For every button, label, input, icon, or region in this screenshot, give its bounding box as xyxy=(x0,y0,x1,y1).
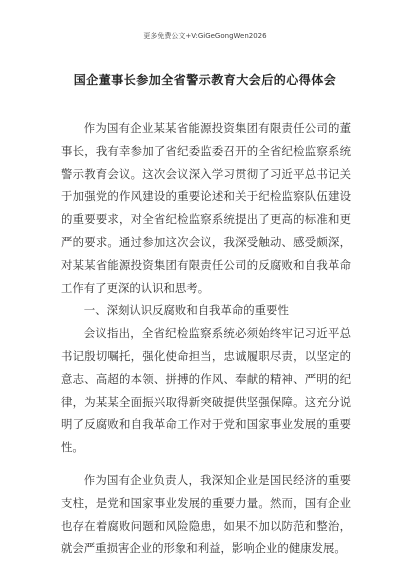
paragraph-meeting: 会议指出，全省纪检监察系统必须始终牢记习近平总书记殷切嘱托，强化使命担当，忠诚履职尽责，以坚定的意志、高超的本领、拼搏的作风、奉献的精神、严明的纪律，为某某全面振兴取得新突破提供坚强保障。这充分说明了反腐败和自我革命工作对于党和国家事业发展的重要性。 xyxy=(61,326,351,455)
header-note: 更多免费公文+V:GiGeGongWen2026 xyxy=(143,32,267,40)
paragraph-gap xyxy=(61,459,351,469)
paragraph-enterprise: 作为国有企业负责人，我深知企业是国民经济的重要支柱，是党和国家事业发展的重要力量。然而，国有企业也存在着腐败问题和风险隐患，如果不加以防范和整治，就会严重损害企业的形象和利益，影响企业的健康发展。 xyxy=(61,472,351,556)
document-title: 国企董事长参加全省警示教育大会后的心得体会 xyxy=(73,73,337,87)
paragraph-intro: 作为国有企业某某省能源投资集团有限责任公司的董事长，我有幸参加了省纪委监委召开的全省纪检监察系统警示教育会议。这次会议深入学习贯彻了习近平总书记关于加强党的作风建设的重要论述和关于纪检监察队伍建设的重要要求，对全省纪检监察系统提出了更高的标准和更严的要求。通过参加这次会议，我深受触动、感受颇深，对某某省能源投资集团有限责任公司的反腐败和自我革命工作有了更深的认识和思考。 xyxy=(61,121,351,295)
section-heading: 一、深刻认识反腐败和自我革命的重要性 xyxy=(83,303,289,318)
document-body xyxy=(61,117,351,560)
